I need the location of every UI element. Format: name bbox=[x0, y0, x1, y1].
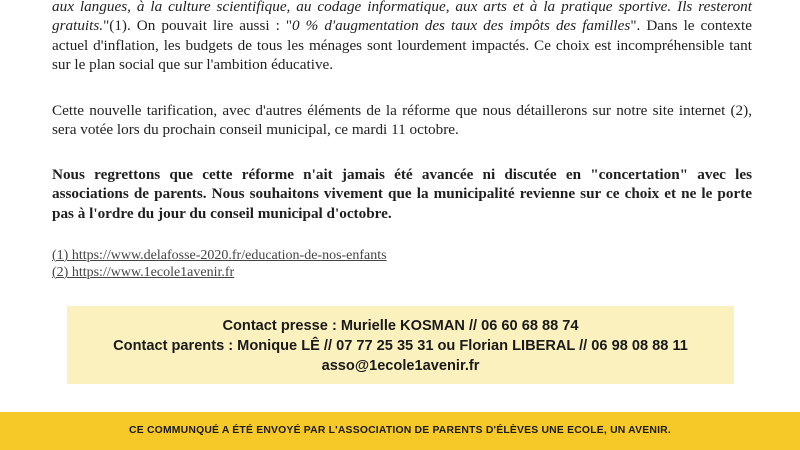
reference-link-1[interactable]: (1) https://www.delafosse-2020.fr/education-de-nos-enfants bbox=[52, 248, 387, 263]
contact-parents: Contact parents : Monique LÊ // 07 77 25 35 31 ou Florian LIBERAL // 06 98 08 88 11 bbox=[113, 338, 688, 354]
inflation-text: ". Dans le contexte actuel d'inflation, les budgets de tous les ménages sont lourdement impactés. Ce choix est incompréhensible tant sur le plan social que sur l'ambition éducative. bbox=[52, 17, 752, 74]
contact-email[interactable]: asso@1ecole1avenir.fr bbox=[321, 358, 480, 374]
quote-free-activities: aux langues, à la culture scientifique, au codage informatique, aux arts et à la pratique sportive. Ils resteront gratuits. bbox=[52, 0, 752, 35]
reference-2[interactable] bbox=[52, 264, 387, 281]
reference-1[interactable] bbox=[52, 247, 387, 264]
contact-box bbox=[67, 306, 734, 384]
paragraph-new-pricing: Cette nouvelle tarification, avec d'autres éléments de la réforme que nous détaillerons sur notre site internet (2), sera votée lors du prochain conseil municipal, ce mardi 11 octobre. bbox=[52, 102, 752, 139]
quote-connector: "(1). On pouvait lire aussi : " bbox=[103, 17, 293, 35]
references-list bbox=[52, 247, 387, 281]
contact-press: Contact presse : Murielle KOSMAN // 06 60 68 88 74 bbox=[222, 318, 579, 334]
quote-tax-promise: 0 % d'augmentation des taux des impôts des familles bbox=[292, 17, 631, 35]
paragraph-regret-statement: Nous regrettons que cette réforme n'ait jamais été avancée ni discutée en "concertation" avec les associations de parents. Nous souhaitons vivement que la municipalité revienne sur ce choix et ne le porte pas à l'ordre du jour du conseil municipal d'octobre. bbox=[52, 166, 752, 222]
paragraph-free-activities bbox=[52, 0, 752, 75]
footer-banner: CE COMMUNQUÉ A ÉTÉ ENVOYÉ PAR L'ASSOCIATION DE PARENTS D'ÉLÈVES UNE ECOLE, UN AVENIR. bbox=[0, 412, 800, 450]
reference-link-2[interactable]: (2) https://www.1ecole1avenir.fr bbox=[52, 265, 235, 280]
